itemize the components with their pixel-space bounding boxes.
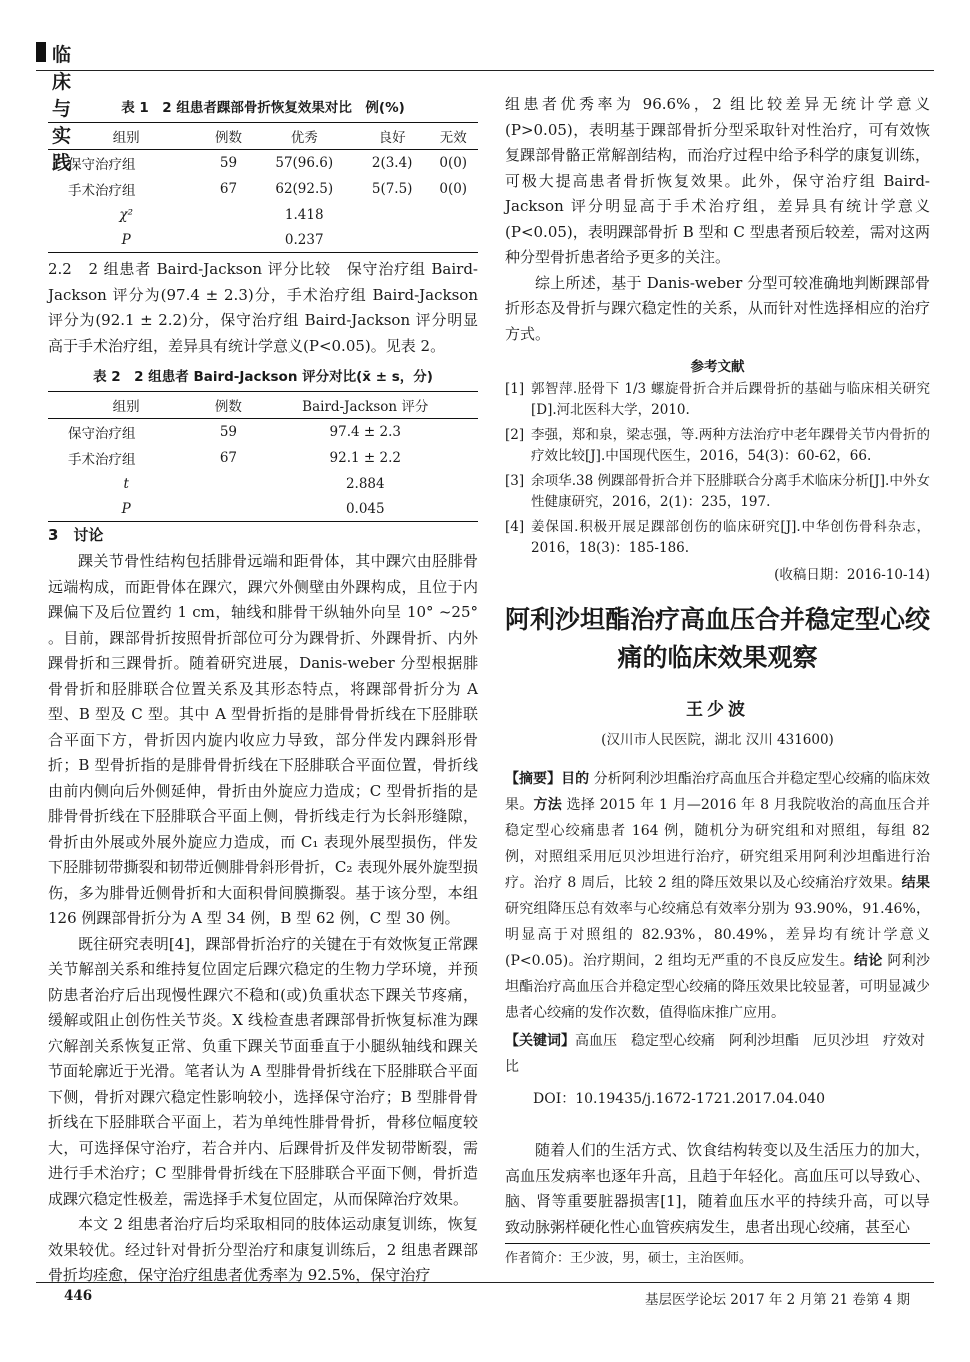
table-2-caption: 表 2 2 组患者 Baird-Jackson 评分对比(x̄ ± s，分) [93,369,433,385]
table-2-header: Baird-Jackson 评分 [253,392,478,419]
table-row: 手术治疗组 67 92.1 ± 2.2 [68,450,401,468]
table-1-header: 优秀 [253,123,356,150]
reference-item: [4] 姜保国.积极开展足踝部创伤的临床研究[J].中华创伤骨科杂志，2016，18(3)：185-186. [505,519,930,556]
table-row: 保守治疗组 59 57(96.6) 2(3.4) 0(0) [68,155,468,173]
left-column [48,96,478,1289]
table-row: P 0.045 [121,500,385,517]
references-heading: 参考文献 [690,359,745,375]
received-date: (收稿日期：2016-10-14) [774,567,930,583]
reference-item: [2] 李强，郑和泉，梁志强，等.两种方法治疗中老年踝骨关节内骨折的疗效比较[J].中国现代医生，2016，54(3)：60-62，66. [505,427,930,464]
discussion-paragraph-2: 既往研究表明[4]，踝部骨折治疗的关键在于有效恢复正常踝关节解剖关系和维持复位固定后踝穴稳定的生物力学环境，并预防患者治疗后出现慢性踝穴不稳和(或)负重状态下踝关节疼痛，缓解或阻止创伤性关节炎。X 线检查患者踝部骨折恢复标准为踝穴解剖关系恢复正常、负重下踝关节面垂直于小腿纵轴线和踝关节面轮廓近于光滑。笔者认为 A 型腓骨骨折线在下胫腓联合平面下侧，骨折对踝穴稳定性影响较小，选择保守治疗；B 型腓骨骨折线在下胫腓联合平面上，若为单纯性腓骨骨折，骨移位幅度较大，可选择保守治疗，若合并内、后踝骨折及伴发韧带断裂，需进行手术治疗；C 型腓骨骨折线在下胫腓联合平面下侧，骨折造成踝穴稳定性极差，需选择手术复位固定，从而保障治疗效果。 [48,934,478,1208]
table-1-caption: 表 1 2 组患者踝部骨折恢复效果对比 例(%) [121,100,405,116]
table-row: t 2.884 [123,475,385,492]
table-1-header: 良好 [356,123,429,150]
table-2 [48,365,478,522]
header-block-mark [36,42,46,62]
footer-rule [36,1282,934,1283]
table-2-header: 例数 [204,392,252,419]
table-1 [48,96,478,253]
doi: DOI：10.19435/j.1672-1721.2017.04.040 [533,1091,826,1107]
section-3-heading: 3 讨论 [48,526,104,544]
introduction-paragraph: 随着人们的生活方式、饮食结构转变以及生活压力的加大，高血压发病率也逐年升高，且趋于年轻化。高血压可以导致心、脑、肾等重要脏器损害[1]，随着血压水平的持续升高，可以导致动脉粥样硬化性心血管疾病发生，患者出现心绞痛，甚至心 [505,1141,930,1236]
page-number: 446 [64,1288,93,1304]
table-2-header: 组别 [48,392,204,419]
continued-paragraph: 组患者优秀率为 96.6%，2 组比较差异无统计学意义(P>0.05)，表明基于踝部骨折分型采取针对性治疗，可有效恢复踝部骨骼正常解剖结构，而治疗过程中给予科学的康复训练，可极大提高患者骨折恢复效果。此外，保守治疗组 Baird-Jackson 评分明显高于手术治疗组，差异具有统计学意义(P<0.05)，表明踝部骨折 B 型和 C 型患者预后较差，需对这两种分型骨折患者给予更多的关注。 [505,95,930,266]
author-affiliation: (汉川市人民医院，湖北 汉川 431600) [601,732,834,748]
conclusion-paragraph: 综上所述，基于 Danis-weber 分型可较准确地判断踝部骨折形态及骨折与踝穴稳定性的关系，从而针对性选择相应的治疗方式。 [505,273,930,343]
table-row: 保守治疗组 59 97.4 ± 2.3 [68,424,401,442]
table-1-header: 无效 [428,123,478,150]
table-row: χ² 1.418 [119,206,324,223]
reference-item: [3] 余项华.38 例踝部骨折合并下胫腓联合分离手术临床分析[J].中外女性健康研究，2016，2(1)：235，197. [505,473,930,510]
right-column [505,92,930,1266]
table-row: 手术治疗组 67 62(92.5) 5(7.5) 0(0) [68,181,468,199]
journal-issue-info: 基层医学论坛 2017 年 2 月第 21 卷第 4 期 [644,1292,910,1308]
section-2-2-paragraph: 2.2 2 组患者 Baird-Jackson 评分比较 保守治疗组 Baird-Jackson 评分为(97.4 ± 2.3)分，手术治疗组 Baird-Jackson 评分为(92.1 ± 2.2)分，保守治疗组 Baird-Jackson 评分明显高于手术治疗组，差异具有统计学意义(P<0.05)。见表 2。 [48,260,478,355]
table-1-header: 例数 [204,123,252,150]
table-1-header: 组别 [48,123,204,150]
discussion-paragraph-1: 踝关节骨性结构包括腓骨远端和距骨体，其中踝穴由胫腓骨远端构成，而距骨体在踝穴，踝穴外侧壁由外踝构成，且位于内踝偏下及后位置约 1 cm，轴线和腓骨干纵轴外向呈 10° ~25° 。目前，踝部骨折按照骨折部位可分为踝骨折、外踝骨折、内外踝骨折和三踝骨折。随着研究进展，Danis-weber 分型根据腓骨骨折和胫腓联合位置关系及其形态特点，将踝部骨折分为 A 型、B 型及 C 型。其中 A 型骨折指的是腓骨骨折线在下胫腓联合平面下方，骨折因内旋内收应力导致，部分伴发内踝斜形骨折；B 型骨折指的是腓骨骨折线在下胫腓联合平面位置，骨折线由前内侧向后外侧延伸，骨折由外旋应力造成；C 型骨折指的是腓骨骨折线在下胫腓联合平面上侧，骨折线走行为长斜形缝隙，骨折由外展或外展外旋应力造成，而 C₁ 表现外展型损伤，伴发下胫腓韧带撕裂和韧带近侧腓骨斜形骨折，C₂ 表现外展外旋型损伤，多为腓骨近侧骨折和大面积骨间膜撕裂。基于该分型，本组 126 例踝部骨折分为 A 型 34 例，B 型 62 例，C 型 30 例。 [48,552,478,927]
author-info: 作者简介：王少波，男，硕士，主治医师。 [505,1243,930,1266]
table-row: P 0.237 [121,231,324,248]
keywords: 【关键词】高血压 稳定型心绞痛 阿利沙坦酯 厄贝沙坦 疗效对比 [505,1033,925,1075]
header-rule [36,70,934,71]
article-title: 阿利沙坦酯治疗高血压合并稳定型心绞痛的临床效果观察 [505,605,931,672]
reference-item: [1] 郭智萍.胫骨下 1/3 螺旋骨折合并后踝骨折的基础与临床相关研究[D].河北医科大学，2010. [505,381,930,418]
abstract: 【摘要】目的 分析阿利沙坦酯治疗高血压合并稳定型心绞痛的临床效果。方法 选择 2015 年 1 月—2016 年 8 月我院收治的高血压合并稳定型心绞痛患者 164 例，随机分为研究组和对照组，每组 82 例，对照组采用厄贝沙坦进行治疗，研究组采用阿利沙坦酯进行治疗。治疗 8 周后，比较 2 组的降压效果以及心绞痛治疗效果。结果 研究组降压总有效率与心绞痛总有效率分别为 93.90%，91.46%，明显高于对照组的 82.93%，80.49%，差异均有统计学意义(P<0.05)。治疗期间，2 组均无严重的不良反应发生。结论 阿利沙坦酯治疗高血压合并稳定型心绞痛的降压效果比较显著，可明显减少患者心绞痛的发作次数，值得临床推广应用。 [505,771,931,1021]
journal-section-title: 临床与实践 [52,44,73,174]
article-author: 王少波 [686,700,749,720]
discussion-paragraph-3: 本文 2 组患者治疗后均采取相同的肢体运动康复训练，恢复效果较优。经过针对骨折分型治疗和康复训练后，2 组患者踝部骨折均痊愈，保守治疗组患者优秀率为 92.5%，保守治疗 [48,1215,478,1284]
